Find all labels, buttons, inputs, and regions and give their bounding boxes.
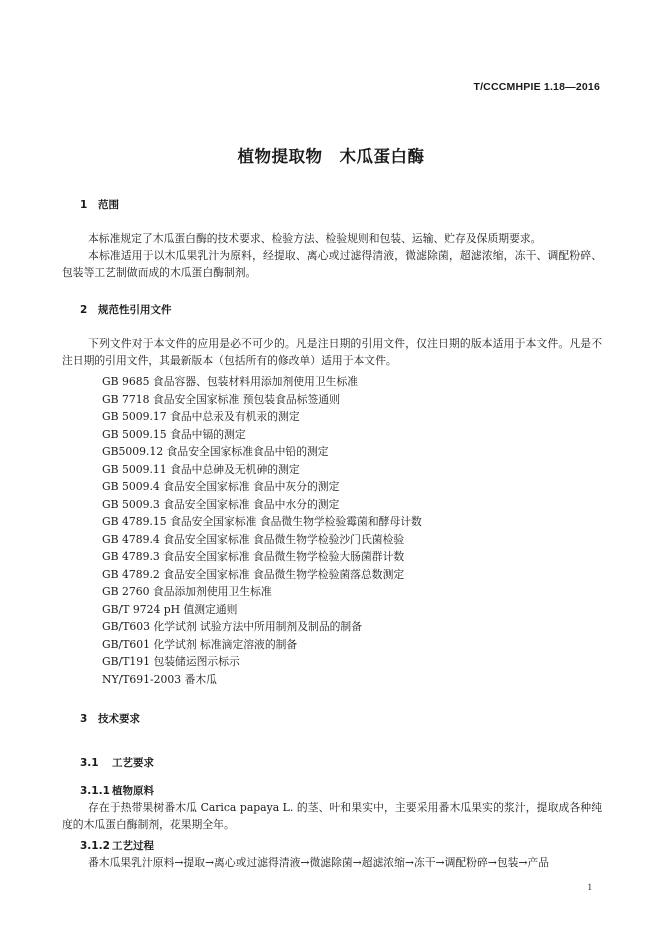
reference-item: GB 5009.17 食品中总汞及有机汞的测定	[102, 410, 300, 423]
section-3-heading	[80, 711, 140, 726]
section-3-1-2-heading	[80, 838, 154, 853]
reference-item: GB/T 9724 pH 值测定通则	[102, 602, 238, 616]
section-3-1-1-paragraph: 存在于热带果树番木瓜 Carica papaya L. 的茎、叶和果实中，主要采用番木瓜果实的浆汁，提取成各种纯度的木瓜蛋白酶制剂，花果期全年。	[62, 801, 602, 831]
section-title: 技术要求	[98, 713, 140, 725]
section-number: 2	[80, 304, 88, 316]
section-number: 3.1.1	[80, 785, 110, 797]
reference-item: NY/T691-2003 番木瓜	[102, 672, 217, 686]
section-number: 3	[80, 713, 88, 725]
section-3-1-heading	[80, 755, 154, 770]
section-1-paragraph-2: 本标准适用于以木瓜果乳汁为原料，经提取、离心或过滤得清液，微滤除菌，超滤浓缩，冻干、调配粉碎、包装等工艺制做而成的木瓜蛋白酶制剂。	[62, 249, 602, 279]
reference-item: GB 9685 食品容器、包装材料用添加剂使用卫生标准	[102, 375, 359, 388]
section-number: 1	[80, 199, 88, 211]
reference-item: GB/T603 化学试剂 试验方法中所用制剂及制品的制备	[102, 620, 363, 633]
section-title: 工艺过程	[112, 840, 154, 852]
reference-item: GB 5009.3 食品安全国家标准 食品中水分的测定	[102, 497, 340, 511]
reference-item: GB 4789.3 食品安全国家标准 食品微生物学检验大肠菌群计数	[102, 550, 405, 563]
section-1-heading	[80, 197, 119, 212]
reference-item: GB/T191 包装储运图示标示	[102, 655, 240, 668]
section-2-heading	[80, 302, 172, 317]
document-title: 植物提取物 木瓜蛋白酶	[237, 147, 425, 166]
reference-item: GB 4789.15 食品安全国家标准 食品微生物学检验霉菌和酵母计数	[102, 515, 422, 528]
reference-item: GB 4789.4 食品安全国家标准 食品微生物学检验沙门氏菌检验	[102, 532, 405, 546]
section-title: 工艺要求	[112, 757, 154, 769]
section-3-1-1-heading	[80, 783, 154, 798]
section-title: 范围	[98, 199, 119, 211]
section-2-paragraph-1: 下列文件对于本文件的应用是必不可少的。凡是注日期的引用文件，仅注日期的版本适用于本文件。凡是不注日期的引用文件，其最新版本（包括所有的修改单）适用于本文件。	[62, 337, 602, 367]
reference-item: GB5009.12 食品安全国家标准食品中铅的测定	[102, 445, 329, 458]
section-title: 植物原料	[112, 785, 154, 797]
section-title: 规范性引用文件	[98, 304, 172, 316]
section-1-paragraph-1: 本标准规定了木瓜蛋白酶的技术要求、检验方法、检验规则和包装、运输、贮存及保质期要求。	[88, 232, 542, 245]
reference-item: GB 7718 食品安全国家标准 预包装食品标签通则	[102, 392, 340, 406]
section-number: 3.1.2	[80, 840, 110, 852]
reference-item: GB 2760 食品添加剂使用卫生标准	[102, 585, 272, 598]
section-3-1-2-paragraph: 番木瓜果乳汁原料→提取→离心或过滤得清液→微滤除菌→超滤浓缩→冻干→调配粉碎→包装→产品	[88, 856, 550, 869]
reference-item: GB/T601 化学试剂 标准滴定溶液的制备	[102, 637, 298, 651]
reference-item: GB 4789.2 食品安全国家标准 食品微生物学检验菌落总数测定	[102, 567, 405, 581]
reference-item: GB 5009.11 食品中总砷及无机砷的测定	[102, 462, 300, 476]
reference-item: GB 5009.15 食品中镉的测定	[102, 427, 246, 441]
section-number: 3.1	[80, 757, 99, 769]
reference-item: GB 5009.4 食品安全国家标准 食品中灰分的测定	[102, 480, 340, 493]
standard-code: T/CCCMHPIE 1.18—2016	[473, 81, 600, 93]
page-number: 1	[587, 882, 592, 892]
